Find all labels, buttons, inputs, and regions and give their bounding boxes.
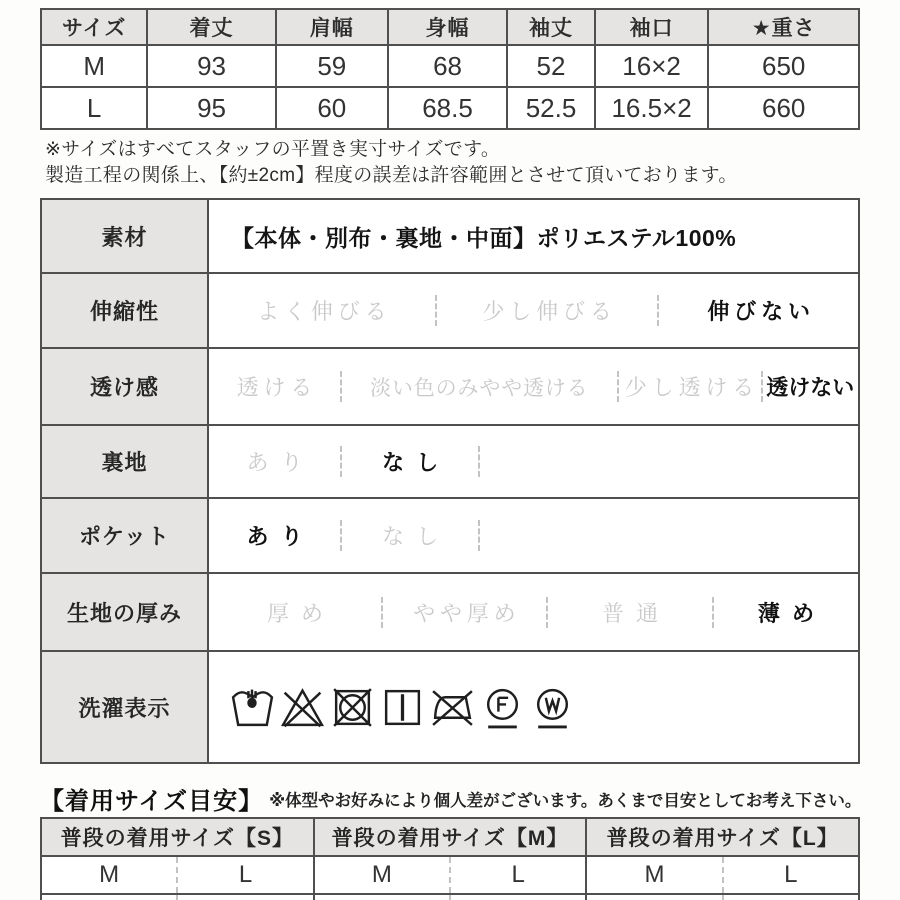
option-pocket-yes: あり <box>246 524 315 549</box>
option-normal: 普通 <box>546 597 712 628</box>
size-measurements-table <box>40 8 860 130</box>
cell: 68 <box>388 45 507 87</box>
cell: 52.5 <box>507 87 595 129</box>
table-row-size-m <box>41 45 859 87</box>
cell: L <box>177 856 313 894</box>
spec-label-care: 洗濯表示 <box>41 651 208 763</box>
spec-row-sheerness <box>41 348 859 425</box>
no-iron-icon <box>429 684 476 731</box>
col-header-cuff: 袖口 <box>595 9 709 45</box>
fit-guide-title: 【着用サイズ目安】 <box>40 788 264 815</box>
spec-row-stretch <box>41 273 859 348</box>
option-pocket-no: なし <box>340 520 478 551</box>
col-header-size: サイズ <box>41 9 147 45</box>
size-note-line1: ※サイズはすべてスタッフの平置き実寸サイズです。 <box>45 139 501 160</box>
cell: 93 <box>147 45 275 87</box>
spec-row-lining <box>41 425 859 498</box>
option-sheer-light-colors: 淡い色のみやや透ける <box>340 371 616 402</box>
fit-table-clipped-row <box>41 894 859 900</box>
cell: L <box>41 87 147 129</box>
option-lining-yes: あり <box>246 450 315 475</box>
option-lining-no: なし <box>340 446 478 477</box>
option-thin: 薄め <box>712 597 858 628</box>
fit-guide-note: ※体型やお好みにより個人差がございます。あくまで目安としてお考え下さい。 <box>269 791 862 810</box>
table-row-size-l <box>41 87 859 129</box>
no-tumble-dry-icon <box>329 684 376 731</box>
cell: 16.5×2 <box>595 87 709 129</box>
cell: 660 <box>708 87 859 129</box>
col-header-shoulder: 肩幅 <box>276 9 388 45</box>
spec-label-stretch: 伸縮性 <box>41 273 208 348</box>
fit-table-value-row <box>41 856 859 894</box>
option-sheer-none: 透けない <box>761 371 858 402</box>
fit-guide-table <box>40 817 860 900</box>
size-notes <box>45 137 738 189</box>
option-stretch-none: 伸びない <box>657 295 858 326</box>
option-filler <box>478 446 858 477</box>
cell: L <box>450 856 586 894</box>
spec-label-material: 素材 <box>41 199 208 273</box>
fit-guide-header <box>40 781 861 816</box>
cell: 52 <box>507 45 595 87</box>
fit-col-usual-m: 普段の着用サイズ【M】 <box>314 818 587 856</box>
hand-wash-icon <box>229 684 276 731</box>
size-table-header-row <box>41 9 859 45</box>
spec-table <box>40 198 860 764</box>
col-header-weight: ★重さ <box>708 9 859 45</box>
cell: 16×2 <box>595 45 709 87</box>
spec-label-thickness: 生地の厚み <box>41 573 208 651</box>
fit-col-usual-l: 普段の着用サイズ【L】 <box>586 818 859 856</box>
wet-clean-w-icon <box>529 684 576 731</box>
spec-label-sheerness: 透け感 <box>41 348 208 425</box>
cell: L <box>723 856 859 894</box>
no-bleach-icon <box>279 684 326 731</box>
option-stretch-some: 少し伸びる <box>435 295 658 326</box>
spec-row-thickness <box>41 573 859 651</box>
option-filler <box>478 520 858 551</box>
cell: 95 <box>147 87 275 129</box>
cell: M <box>586 856 722 894</box>
fit-table-header-row <box>41 818 859 856</box>
option-slightly-thick: やや厚め <box>381 597 546 628</box>
cell: M <box>41 45 147 87</box>
spec-row-material <box>41 199 859 273</box>
material-value: 【本体・別布・裏地・中面】ポリエステル100% <box>231 224 737 251</box>
fit-col-usual-s: 普段の着用サイズ【S】 <box>41 818 314 856</box>
option-sheer-slight: 少し透ける <box>617 371 761 402</box>
cell: M <box>41 856 177 894</box>
cell: 68.5 <box>388 87 507 129</box>
cell: 650 <box>708 45 859 87</box>
cell: M <box>314 856 450 894</box>
size-note-line2: 製造工程の関係上、【約±2cm】程度の誤差は許容範囲とさせて頂いております。 <box>45 165 738 186</box>
care-symbols <box>209 684 858 731</box>
spec-row-pocket <box>41 498 859 573</box>
cell: 59 <box>276 45 388 87</box>
spec-label-pocket: ポケット <box>41 498 208 573</box>
spec-label-lining: 裏地 <box>41 425 208 498</box>
spec-row-care <box>41 651 859 763</box>
line-dry-icon <box>379 684 426 731</box>
cell: 60 <box>276 87 388 129</box>
col-header-width: 身幅 <box>388 9 507 45</box>
fit-guide-table-wrap <box>40 817 860 900</box>
col-header-sleeve: 袖丈 <box>507 9 595 45</box>
option-stretch-high: よく伸びる <box>257 299 392 324</box>
option-thick: 厚め <box>266 600 336 626</box>
dry-clean-f-icon <box>479 684 526 731</box>
option-sheer: 透ける <box>236 375 318 400</box>
col-header-length: 着丈 <box>147 9 275 45</box>
